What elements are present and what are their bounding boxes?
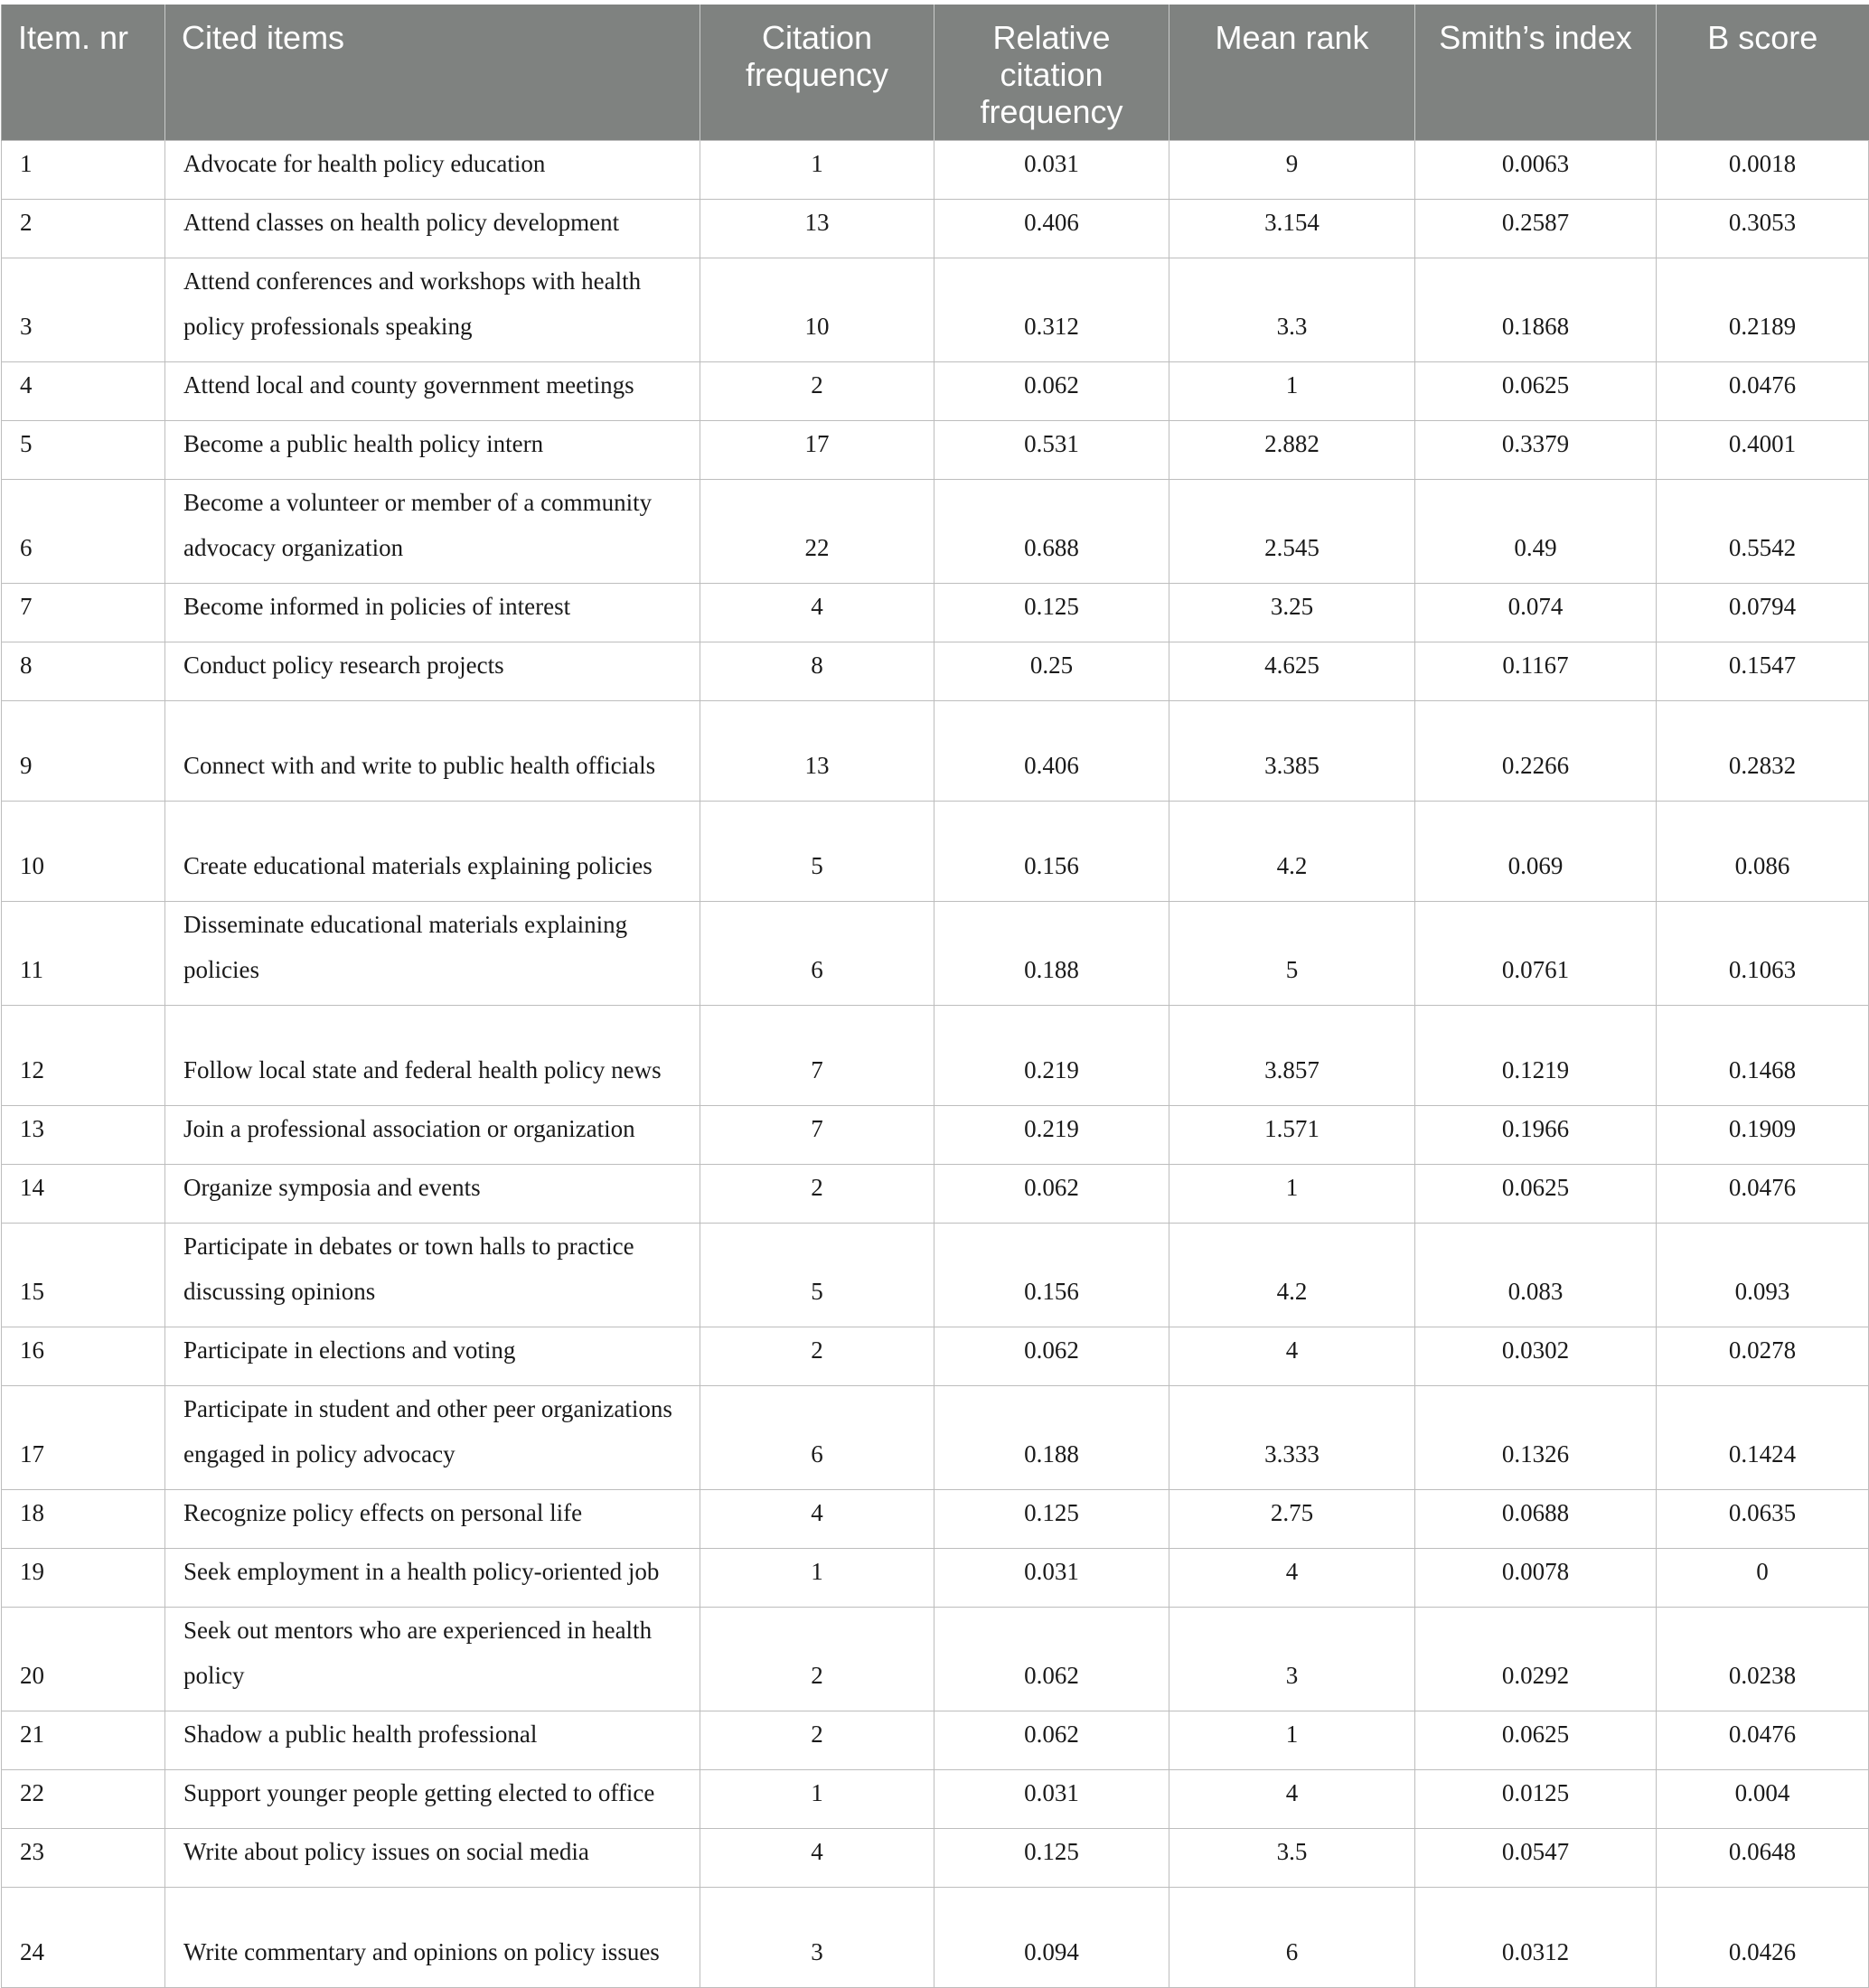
b-score-cell: 0.0018 — [1657, 141, 1869, 200]
cited-item-cell: Attend local and county government meetings — [165, 362, 700, 421]
cited-item-cell: Organize symposia and events — [165, 1165, 700, 1224]
header-smiths-index: Smith’s index — [1415, 5, 1657, 141]
relative-citation-frequency-cell: 0.156 — [934, 1224, 1169, 1327]
cited-item-cell: Become informed in policies of interest — [165, 584, 700, 642]
relative-citation-frequency-cell: 0.125 — [934, 584, 1169, 642]
mean-rank-cell: 3.3 — [1169, 258, 1415, 362]
mean-rank-cell: 1 — [1169, 362, 1415, 421]
item-number-cell: 6 — [2, 480, 165, 584]
mean-rank-cell: 1 — [1169, 1165, 1415, 1224]
cited-items-table — [1, 5, 1869, 1988]
mean-rank-cell: 9 — [1169, 141, 1415, 200]
item-number-cell: 24 — [2, 1888, 165, 1988]
citation-frequency-cell: 4 — [700, 1490, 934, 1549]
b-score-cell: 0.1424 — [1657, 1386, 1869, 1490]
table-row — [2, 1106, 1869, 1165]
cited-item-cell: Seek employment in a health policy-oriented job — [165, 1549, 700, 1608]
smiths-index-cell: 0.1219 — [1415, 1006, 1657, 1106]
b-score-cell: 0.0476 — [1657, 1711, 1869, 1770]
citation-frequency-cell: 3 — [700, 1888, 934, 1988]
item-number-cell: 17 — [2, 1386, 165, 1490]
cited-item-cell: Participate in elections and voting — [165, 1327, 700, 1386]
b-score-cell: 0.4001 — [1657, 421, 1869, 480]
relative-citation-frequency-cell: 0.062 — [934, 1327, 1169, 1386]
mean-rank-cell: 3.5 — [1169, 1829, 1415, 1888]
b-score-cell: 0.2832 — [1657, 701, 1869, 802]
relative-citation-frequency-cell: 0.406 — [934, 701, 1169, 802]
table-row — [2, 1608, 1869, 1711]
mean-rank-cell: 5 — [1169, 902, 1415, 1006]
cited-item-cell: Become a volunteer or member of a community advocacy organization — [165, 480, 700, 584]
item-number-cell: 2 — [2, 200, 165, 258]
mean-rank-cell: 3.385 — [1169, 701, 1415, 802]
cited-item-cell: Connect with and write to public health officials — [165, 701, 700, 802]
relative-citation-frequency-cell: 0.406 — [934, 200, 1169, 258]
item-number-cell: 1 — [2, 141, 165, 200]
mean-rank-cell: 3.154 — [1169, 200, 1415, 258]
smiths-index-cell: 0.0688 — [1415, 1490, 1657, 1549]
relative-citation-frequency-cell: 0.188 — [934, 1386, 1169, 1490]
citation-frequency-cell: 2 — [700, 1711, 934, 1770]
relative-citation-frequency-cell: 0.531 — [934, 421, 1169, 480]
cited-item-cell: Write about policy issues on social media — [165, 1829, 700, 1888]
cited-item-cell: Follow local state and federal health policy news — [165, 1006, 700, 1106]
smiths-index-cell: 0.0312 — [1415, 1888, 1657, 1988]
table-row — [2, 141, 1869, 200]
b-score-cell: 0.1909 — [1657, 1106, 1869, 1165]
citation-frequency-cell: 13 — [700, 701, 934, 802]
item-number-cell: 9 — [2, 701, 165, 802]
table-row — [2, 1006, 1869, 1106]
table-row — [2, 1829, 1869, 1888]
mean-rank-cell: 6 — [1169, 1888, 1415, 1988]
mean-rank-cell: 3.333 — [1169, 1386, 1415, 1490]
table-row — [2, 1224, 1869, 1327]
cited-item-cell: Seek out mentors who are experienced in health policy — [165, 1608, 700, 1711]
cited-item-cell: Become a public health policy intern — [165, 421, 700, 480]
b-score-cell: 0.0476 — [1657, 362, 1869, 421]
cited-item-cell: Join a professional association or organization — [165, 1106, 700, 1165]
table-row — [2, 1770, 1869, 1829]
table-row — [2, 421, 1869, 480]
table-row — [2, 584, 1869, 642]
citation-frequency-cell: 6 — [700, 902, 934, 1006]
b-score-cell: 0.0635 — [1657, 1490, 1869, 1549]
mean-rank-cell: 3.857 — [1169, 1006, 1415, 1106]
smiths-index-cell: 0.0625 — [1415, 1711, 1657, 1770]
table-row — [2, 701, 1869, 802]
b-score-cell: 0.0426 — [1657, 1888, 1869, 1988]
item-number-cell: 20 — [2, 1608, 165, 1711]
b-score-cell: 0.093 — [1657, 1224, 1869, 1327]
cited-item-cell: Participate in debates or town halls to practice discussing opinions — [165, 1224, 700, 1327]
cited-item-cell: Support younger people getting elected to office — [165, 1770, 700, 1829]
citation-frequency-cell: 2 — [700, 1608, 934, 1711]
smiths-index-cell: 0.083 — [1415, 1224, 1657, 1327]
table-row — [2, 480, 1869, 584]
cited-item-cell: Attend conferences and workshops with health policy professionals speaking — [165, 258, 700, 362]
header-item-nr: Item. nr — [2, 5, 165, 141]
header-b-score: B score — [1657, 5, 1869, 141]
smiths-index-cell: 0.1966 — [1415, 1106, 1657, 1165]
cited-item-cell: Recognize policy effects on personal life — [165, 1490, 700, 1549]
table-row — [2, 1549, 1869, 1608]
table-header-row — [2, 5, 1869, 141]
relative-citation-frequency-cell: 0.062 — [934, 362, 1169, 421]
smiths-index-cell: 0.0292 — [1415, 1608, 1657, 1711]
citation-frequency-cell: 10 — [700, 258, 934, 362]
b-score-cell: 0.3053 — [1657, 200, 1869, 258]
mean-rank-cell: 2.75 — [1169, 1490, 1415, 1549]
smiths-index-cell: 0.0547 — [1415, 1829, 1657, 1888]
mean-rank-cell: 1.571 — [1169, 1106, 1415, 1165]
citation-frequency-cell: 5 — [700, 1224, 934, 1327]
table-row — [2, 902, 1869, 1006]
smiths-index-cell: 0.2266 — [1415, 701, 1657, 802]
table-row — [2, 1711, 1869, 1770]
item-number-cell: 11 — [2, 902, 165, 1006]
smiths-index-cell: 0.0625 — [1415, 1165, 1657, 1224]
item-number-cell: 12 — [2, 1006, 165, 1106]
b-score-cell: 0.0794 — [1657, 584, 1869, 642]
cited-item-cell: Participate in student and other peer organizations engaged in policy advocacy — [165, 1386, 700, 1490]
item-number-cell: 7 — [2, 584, 165, 642]
smiths-index-cell: 0.3379 — [1415, 421, 1657, 480]
mean-rank-cell: 2.545 — [1169, 480, 1415, 584]
table-row — [2, 258, 1869, 362]
table-row — [2, 642, 1869, 701]
item-number-cell: 4 — [2, 362, 165, 421]
relative-citation-frequency-cell: 0.125 — [934, 1490, 1169, 1549]
b-score-cell: 0.0278 — [1657, 1327, 1869, 1386]
smiths-index-cell: 0.1326 — [1415, 1386, 1657, 1490]
b-score-cell: 0.5542 — [1657, 480, 1869, 584]
relative-citation-frequency-cell: 0.688 — [934, 480, 1169, 584]
item-number-cell: 8 — [2, 642, 165, 701]
citation-frequency-cell: 1 — [700, 1770, 934, 1829]
relative-citation-frequency-cell: 0.219 — [934, 1106, 1169, 1165]
citation-frequency-cell: 2 — [700, 1327, 934, 1386]
header-cited-items: Cited items — [165, 5, 700, 141]
item-number-cell: 22 — [2, 1770, 165, 1829]
citation-frequency-cell: 17 — [700, 421, 934, 480]
b-score-cell: 0.086 — [1657, 802, 1869, 902]
mean-rank-cell: 4.2 — [1169, 802, 1415, 902]
b-score-cell: 0.1468 — [1657, 1006, 1869, 1106]
mean-rank-cell: 4.2 — [1169, 1224, 1415, 1327]
relative-citation-frequency-cell: 0.062 — [934, 1711, 1169, 1770]
item-number-cell: 21 — [2, 1711, 165, 1770]
citation-frequency-cell: 2 — [700, 1165, 934, 1224]
item-number-cell: 15 — [2, 1224, 165, 1327]
citation-frequency-cell: 2 — [700, 362, 934, 421]
header-citation-frequency: Citation frequency — [700, 5, 934, 141]
item-number-cell: 16 — [2, 1327, 165, 1386]
b-score-cell: 0.0238 — [1657, 1608, 1869, 1711]
table-row — [2, 1888, 1869, 1988]
smiths-index-cell: 0.069 — [1415, 802, 1657, 902]
mean-rank-cell: 3.25 — [1169, 584, 1415, 642]
mean-rank-cell: 1 — [1169, 1711, 1415, 1770]
relative-citation-frequency-cell: 0.219 — [934, 1006, 1169, 1106]
cited-item-cell: Write commentary and opinions on policy issues — [165, 1888, 700, 1988]
relative-citation-frequency-cell: 0.156 — [934, 802, 1169, 902]
citation-frequency-cell: 8 — [700, 642, 934, 701]
table-row — [2, 1327, 1869, 1386]
mean-rank-cell: 4 — [1169, 1549, 1415, 1608]
mean-rank-cell: 4 — [1169, 1770, 1415, 1829]
smiths-index-cell: 0.0063 — [1415, 141, 1657, 200]
citation-frequency-cell: 13 — [700, 200, 934, 258]
citation-frequency-cell: 5 — [700, 802, 934, 902]
b-score-cell: 0.004 — [1657, 1770, 1869, 1829]
relative-citation-frequency-cell: 0.125 — [934, 1829, 1169, 1888]
header-relative-citation-frequency: Relative citation frequency — [934, 5, 1169, 141]
table-row — [2, 1165, 1869, 1224]
relative-citation-frequency-cell: 0.312 — [934, 258, 1169, 362]
cited-item-cell: Advocate for health policy education — [165, 141, 700, 200]
smiths-index-cell: 0.0625 — [1415, 362, 1657, 421]
cited-item-cell: Shadow a public health professional — [165, 1711, 700, 1770]
table-row — [2, 362, 1869, 421]
item-number-cell: 3 — [2, 258, 165, 362]
cited-item-cell: Conduct policy research projects — [165, 642, 700, 701]
citation-frequency-cell: 4 — [700, 584, 934, 642]
relative-citation-frequency-cell: 0.188 — [934, 902, 1169, 1006]
mean-rank-cell: 4.625 — [1169, 642, 1415, 701]
smiths-index-cell: 0.0125 — [1415, 1770, 1657, 1829]
table-row — [2, 1386, 1869, 1490]
item-number-cell: 5 — [2, 421, 165, 480]
relative-citation-frequency-cell: 0.25 — [934, 642, 1169, 701]
citation-frequency-cell: 22 — [700, 480, 934, 584]
item-number-cell: 13 — [2, 1106, 165, 1165]
smiths-index-cell: 0.0761 — [1415, 902, 1657, 1006]
b-score-cell: 0 — [1657, 1549, 1869, 1608]
citation-frequency-cell: 1 — [700, 141, 934, 200]
smiths-index-cell: 0.2587 — [1415, 200, 1657, 258]
citation-frequency-cell: 7 — [700, 1106, 934, 1165]
citation-frequency-cell: 4 — [700, 1829, 934, 1888]
item-number-cell: 10 — [2, 802, 165, 902]
b-score-cell: 0.1547 — [1657, 642, 1869, 701]
header-mean-rank: Mean rank — [1169, 5, 1415, 141]
cited-item-cell: Attend classes on health policy development — [165, 200, 700, 258]
mean-rank-cell: 3 — [1169, 1608, 1415, 1711]
relative-citation-frequency-cell: 0.031 — [934, 141, 1169, 200]
citation-frequency-cell: 7 — [700, 1006, 934, 1106]
b-score-cell: 0.0648 — [1657, 1829, 1869, 1888]
table-row — [2, 802, 1869, 902]
item-number-cell: 19 — [2, 1549, 165, 1608]
smiths-index-cell: 0.1868 — [1415, 258, 1657, 362]
smiths-index-cell: 0.1167 — [1415, 642, 1657, 701]
item-number-cell: 14 — [2, 1165, 165, 1224]
citation-frequency-cell: 1 — [700, 1549, 934, 1608]
cited-item-cell: Create educational materials explaining policies — [165, 802, 700, 902]
mean-rank-cell: 4 — [1169, 1327, 1415, 1386]
mean-rank-cell: 2.882 — [1169, 421, 1415, 480]
b-score-cell: 0.2189 — [1657, 258, 1869, 362]
relative-citation-frequency-cell: 0.062 — [934, 1165, 1169, 1224]
item-number-cell: 23 — [2, 1829, 165, 1888]
relative-citation-frequency-cell: 0.031 — [934, 1549, 1169, 1608]
relative-citation-frequency-cell: 0.031 — [934, 1770, 1169, 1829]
smiths-index-cell: 0.0302 — [1415, 1327, 1657, 1386]
table-body — [2, 141, 1869, 1988]
smiths-index-cell: 0.074 — [1415, 584, 1657, 642]
table-row — [2, 200, 1869, 258]
citation-frequency-cell: 6 — [700, 1386, 934, 1490]
item-number-cell: 18 — [2, 1490, 165, 1549]
b-score-cell: 0.1063 — [1657, 902, 1869, 1006]
cited-item-cell: Disseminate educational materials explaining policies — [165, 902, 700, 1006]
smiths-index-cell: 0.0078 — [1415, 1549, 1657, 1608]
b-score-cell: 0.0476 — [1657, 1165, 1869, 1224]
table-row — [2, 1490, 1869, 1549]
relative-citation-frequency-cell: 0.062 — [934, 1608, 1169, 1711]
relative-citation-frequency-cell: 0.094 — [934, 1888, 1169, 1988]
smiths-index-cell: 0.49 — [1415, 480, 1657, 584]
